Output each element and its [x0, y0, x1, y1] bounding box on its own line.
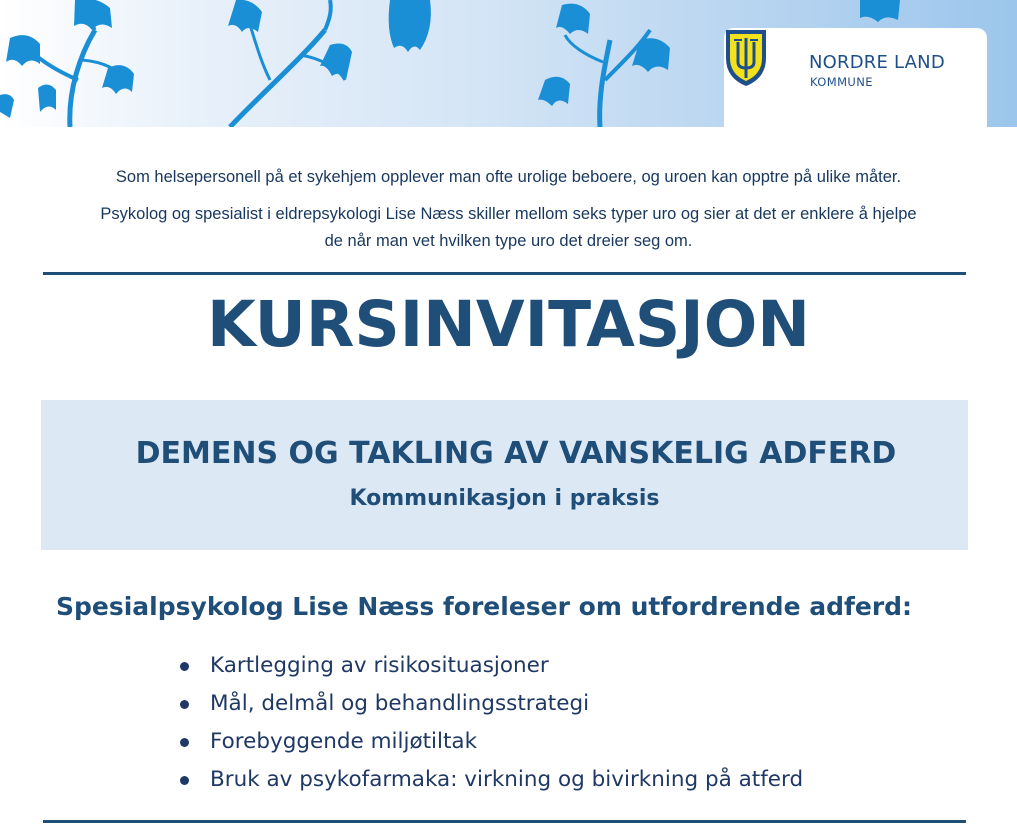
intro-paragraph-1 [20, 164, 997, 191]
intro-paragraph-2 [20, 201, 997, 255]
divider-top [43, 272, 966, 275]
list-item-text: Mål, delmål og behandlingsstrategi [210, 691, 590, 716]
bullet-icon [180, 662, 189, 671]
logo-name: NORDRE LAND [809, 52, 945, 73]
coat-of-arms-icon [724, 28, 768, 88]
intro-line-2b: de når man vet hvilken type uro det dreier seg om. [324, 232, 693, 250]
intro-line-1: Som helsepersonell på et sykehjem opplever man ofte urolige beboere, og uroen kan opptre på ulike måter. [115, 168, 902, 186]
logo-subtitle: KOMMUNE [810, 75, 873, 89]
course-title: DEMENS OG TAKLING AV VANSKELIG ADFERD [135, 436, 897, 471]
list-item-text: Kartlegging av risikosituasjoner [210, 653, 549, 678]
course-subtitle: Kommunikasjon i praksis [349, 486, 660, 511]
course-box [41, 400, 968, 550]
page-title: KURSINVITASJON [206, 288, 811, 361]
bullet-icon [180, 738, 189, 747]
list-item [178, 648, 803, 686]
topic-list [178, 648, 803, 800]
bullet-icon [180, 700, 189, 709]
list-item [178, 686, 803, 724]
intro-line-2a: Psykolog og spesialist i eldrepsykologi Lise Næss skiller mellom seks typer uro og sier at det er enklere å hjelpe [100, 205, 917, 223]
divider-bottom [43, 820, 966, 823]
municipality-logo [724, 28, 987, 127]
lecture-heading: Spesialpsykolog Lise Næss foreleser om utfordrende adferd: [56, 592, 913, 621]
header-banner [0, 0, 1017, 127]
list-item [178, 724, 803, 762]
list-item-text: Forebyggende miljøtiltak [210, 729, 478, 754]
list-item-text: Bruk av psykofarmaka: virkning og bivirkning på atferd [210, 767, 804, 792]
bullet-icon [180, 776, 189, 785]
list-item [178, 762, 803, 800]
